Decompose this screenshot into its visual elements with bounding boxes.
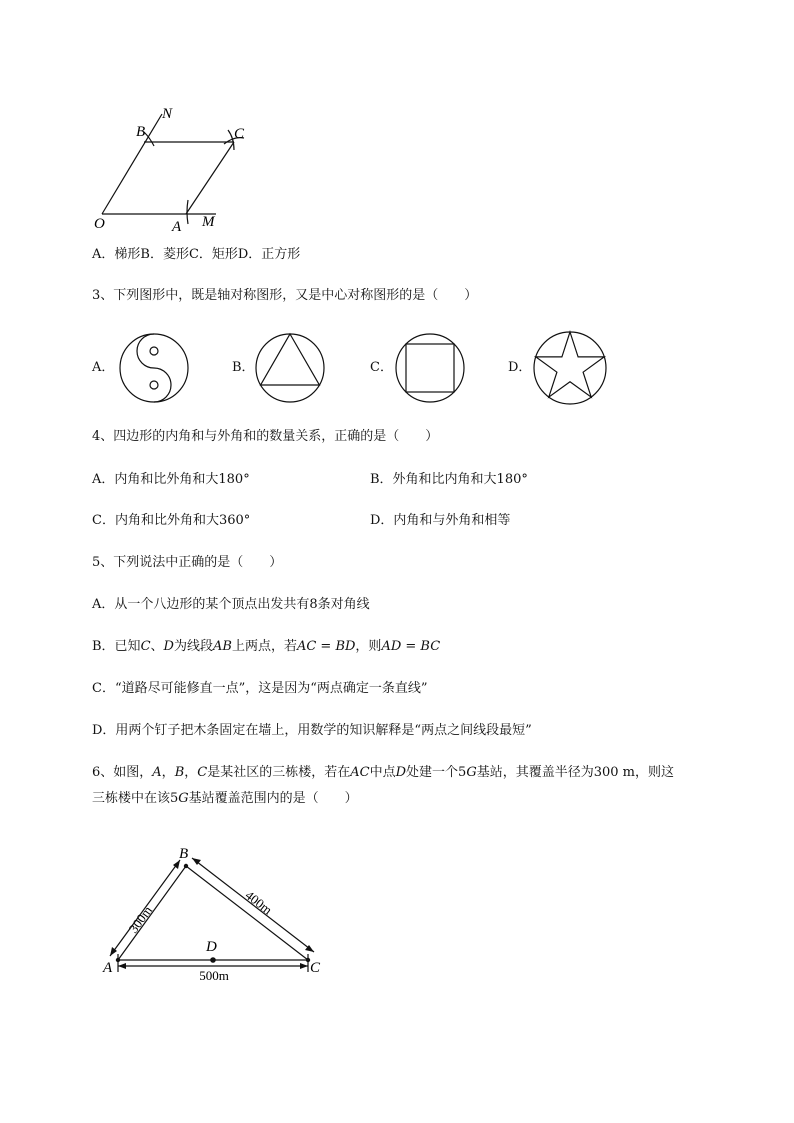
figure-parallelogram xyxy=(88,100,258,235)
q5-option-b xyxy=(92,638,440,656)
q3-stem: 3、下列图形中，既是轴对称图形，又是中心对称图形的是（ ） xyxy=(92,288,478,303)
q5-b-text-2: 为线段 xyxy=(173,639,213,654)
point-D xyxy=(210,957,216,963)
q5-option-d: D．用两个钉子把木条固定在墙上，用数学的知识解释是“两点之间线段最短” xyxy=(92,723,532,738)
q6-t0: 6、如图， xyxy=(92,765,153,780)
q5-b-var-ab: AB xyxy=(212,639,232,654)
q3-option-d-label: D． xyxy=(508,360,532,375)
dim-label-ab: 300m xyxy=(125,902,156,936)
q5-b-eq-2: AD = BC xyxy=(381,639,441,654)
side-BC xyxy=(186,866,308,960)
q6-var-d: D xyxy=(395,765,407,780)
q6-var-a: A xyxy=(152,765,162,780)
label-O: O xyxy=(94,216,105,232)
q6-c2: ， xyxy=(184,765,198,780)
q4-stem: 4、四边形的内角和与外角和的数量关系，正确的是（ ） xyxy=(92,429,439,444)
q5-b-text-4: ，则 xyxy=(355,639,382,654)
q5-b-var-d: D xyxy=(163,639,174,654)
yin-yang-icon xyxy=(118,332,190,404)
q6-l2-t1: 三栋楼中在该5 xyxy=(92,791,179,806)
tri-label-A: A xyxy=(103,960,113,976)
q6-var-b: B xyxy=(174,765,185,780)
q6-t2: 中点 xyxy=(369,765,396,780)
square-in-circle-icon xyxy=(394,332,466,404)
q4-option-c: C．内角和比外角和大360° xyxy=(92,513,251,528)
segment-AC xyxy=(186,142,234,214)
label-A: A xyxy=(172,219,182,235)
point-A xyxy=(116,958,120,962)
q6-var-g: G xyxy=(466,765,477,780)
q5-b-sep: 、 xyxy=(150,639,164,654)
q4-option-d: D．内角和与外角和相等 xyxy=(370,513,511,528)
q5-option-a: A．从一个八边形的某个顶点出发共有8条对角线 xyxy=(92,597,370,612)
q6-t4: 基站，其覆盖半径为300 m，则这 xyxy=(476,765,674,780)
q6-t1: 是某社区的三栋楼，若在 xyxy=(207,765,351,780)
point-B xyxy=(184,864,188,868)
arrow-ac-1 xyxy=(118,963,126,969)
q5-b-text-1: B．已知 xyxy=(92,639,141,654)
q4-option-b: B．外角和比内角和大180° xyxy=(370,472,528,487)
q6-stem-line2 xyxy=(92,790,358,808)
triangle-in-circle-icon xyxy=(254,332,326,404)
q3-option-a-label: A． xyxy=(92,360,115,375)
q4-option-a: A．内角和比外角和大180° xyxy=(92,472,250,487)
q5-b-var-c: C xyxy=(140,639,151,654)
arrow-ac-2 xyxy=(300,963,308,969)
q6-var-ac: AC xyxy=(350,765,370,780)
segment-OB-ray xyxy=(102,114,162,214)
q3-option-b-label: B． xyxy=(232,360,255,375)
label-M: M xyxy=(202,214,215,230)
q5-stem: 5、下列说法中正确的是（ ） xyxy=(92,555,283,570)
label-N: N xyxy=(162,106,173,122)
q6-t3: 处建一个5 xyxy=(406,765,467,780)
q6-c1: ， xyxy=(161,765,175,780)
label-B: B xyxy=(136,124,146,140)
q6-var-c: C xyxy=(197,765,208,780)
figure-triangle xyxy=(96,836,336,986)
q5-b-text-3: 上两点，若 xyxy=(231,639,297,654)
q5-b-eq-1: AC = BD xyxy=(296,639,356,654)
q5-option-c: C．“道路尽可能修直一点”，这是因为“两点确定一条直线” xyxy=(92,681,428,696)
arc-mark-B xyxy=(144,132,154,146)
q2-options: A．梯形B．菱形C．矩形D．正方形 xyxy=(92,247,301,262)
q6-l2-var-g: G xyxy=(178,791,189,806)
tri-label-D: D xyxy=(206,939,217,955)
dim-label-bc: 400m xyxy=(242,887,276,918)
q6-stem-line1 xyxy=(92,764,674,782)
q6-l2-t2: 基站覆盖范围内的是（ ） xyxy=(188,791,358,806)
star-in-circle-icon xyxy=(532,330,608,406)
q3-option-c-label: C． xyxy=(370,360,393,375)
label-C: C xyxy=(234,126,245,142)
tri-label-C: C xyxy=(310,960,321,976)
dim-label-ac: 500m xyxy=(199,968,229,983)
tri-label-B: B xyxy=(179,846,189,862)
